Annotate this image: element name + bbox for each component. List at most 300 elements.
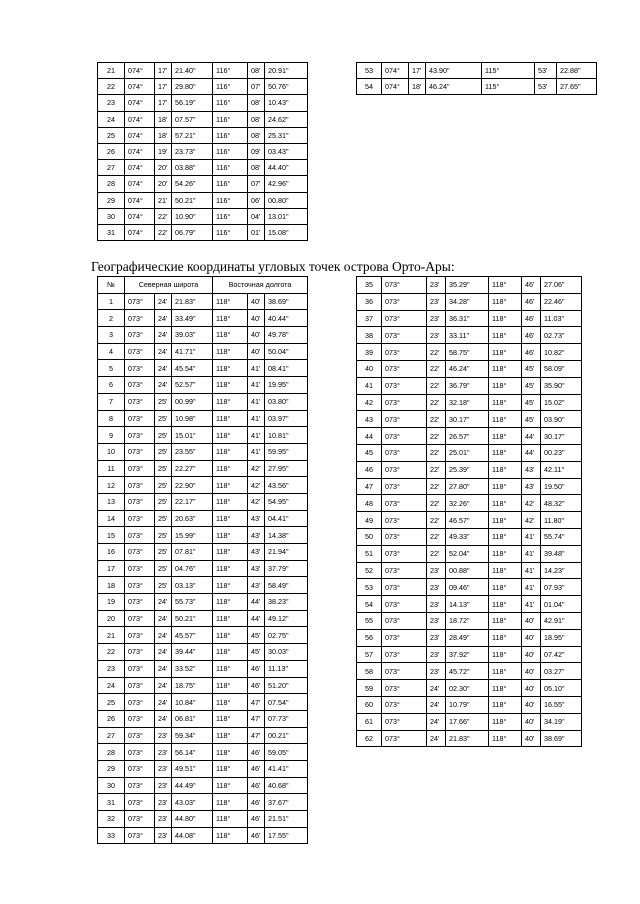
- point-number: 53: [357, 579, 382, 596]
- lat-minutes: 17': [409, 63, 426, 79]
- lon-degrees: 118°: [489, 579, 522, 596]
- lon-degrees: 116°: [213, 160, 248, 176]
- lon-seconds: 59.95": [265, 443, 308, 460]
- table-row: [98, 594, 308, 611]
- lon-minutes: 08': [248, 63, 265, 79]
- lat-minutes: 17': [155, 95, 172, 111]
- point-number: 13: [98, 493, 125, 510]
- lat-seconds: 32.26": [446, 495, 489, 512]
- lat-degrees: 073°: [125, 443, 155, 460]
- lat-minutes: 25': [155, 493, 172, 510]
- lat-seconds: 07.81": [172, 544, 213, 561]
- lat-seconds: 22.27": [172, 460, 213, 477]
- lon-degrees: 116°: [213, 79, 248, 95]
- lat-degrees: 073°: [382, 360, 427, 377]
- lat-degrees: 074°: [125, 143, 155, 159]
- coords-table-top-left: [97, 62, 308, 241]
- lon-degrees: 118°: [213, 760, 248, 777]
- table-row: [357, 512, 582, 529]
- table-row: [98, 527, 308, 544]
- lat-seconds: 03.13": [172, 577, 213, 594]
- lon-degrees: 118°: [213, 694, 248, 711]
- lon-seconds: 38.69": [265, 293, 308, 310]
- table-row: [98, 208, 308, 224]
- lat-degrees: 073°: [125, 327, 155, 344]
- lon-minutes: 45': [522, 377, 541, 394]
- table-row: [98, 127, 308, 143]
- table-row: [98, 777, 308, 794]
- lat-minutes: 23': [427, 596, 446, 613]
- lat-minutes: 22': [427, 394, 446, 411]
- lon-seconds: 10.43": [265, 95, 308, 111]
- lon-seconds: 00.80": [265, 192, 308, 208]
- lat-minutes: 25': [155, 477, 172, 494]
- lon-minutes: 40': [522, 713, 541, 730]
- lat-seconds: 22.17": [172, 493, 213, 510]
- lat-minutes: 23': [155, 811, 172, 828]
- lon-seconds: 55.74": [541, 528, 582, 545]
- table-row: [98, 610, 308, 627]
- lat-minutes: 24': [155, 327, 172, 344]
- lat-seconds: 25.01": [446, 444, 489, 461]
- point-number: 53: [357, 63, 382, 79]
- table-row: [98, 510, 308, 527]
- lat-minutes: 19': [155, 143, 172, 159]
- point-number: 3: [98, 327, 125, 344]
- lon-degrees: 118°: [213, 443, 248, 460]
- table-row: [98, 794, 308, 811]
- header-latitude: Северная широта: [125, 277, 213, 294]
- table-row: [98, 143, 308, 159]
- point-number: 58: [357, 663, 382, 680]
- lon-degrees: 118°: [213, 811, 248, 828]
- lat-degrees: 073°: [125, 560, 155, 577]
- point-number: 23: [98, 95, 125, 111]
- lon-minutes: 46': [248, 827, 265, 844]
- point-number: 9: [98, 427, 125, 444]
- lat-minutes: 23': [427, 646, 446, 663]
- table-row: [98, 360, 308, 377]
- lat-minutes: 25': [155, 443, 172, 460]
- lat-degrees: 073°: [125, 310, 155, 327]
- lon-minutes: 46': [522, 310, 541, 327]
- lat-degrees: 073°: [125, 777, 155, 794]
- lat-degrees: 073°: [125, 760, 155, 777]
- lon-degrees: 118°: [489, 495, 522, 512]
- lat-degrees: 073°: [125, 293, 155, 310]
- lon-minutes: 43': [248, 577, 265, 594]
- lat-seconds: 23.55": [172, 443, 213, 460]
- lon-seconds: 13.01": [265, 208, 308, 224]
- table-row: [98, 627, 308, 644]
- point-number: 31: [98, 794, 125, 811]
- point-number: 21: [98, 627, 125, 644]
- lon-degrees: 118°: [489, 629, 522, 646]
- lat-minutes: 25': [155, 510, 172, 527]
- table-row: [357, 629, 582, 646]
- lat-minutes: 25': [155, 544, 172, 561]
- point-number: 17: [98, 560, 125, 577]
- lon-degrees: 118°: [489, 478, 522, 495]
- lon-minutes: 46': [248, 660, 265, 677]
- lat-minutes: 24': [155, 293, 172, 310]
- lon-minutes: 41': [248, 377, 265, 394]
- lon-seconds: 15.02": [541, 394, 582, 411]
- lat-seconds: 43.03": [172, 794, 213, 811]
- lon-seconds: 20.91": [265, 63, 308, 79]
- table-row: [98, 79, 308, 95]
- table-row: [98, 493, 308, 510]
- lat-minutes: 22': [155, 224, 172, 240]
- lon-degrees: 118°: [213, 310, 248, 327]
- lat-degrees: 073°: [382, 394, 427, 411]
- lat-degrees: 074°: [125, 95, 155, 111]
- lat-minutes: 23': [155, 744, 172, 761]
- lon-degrees: 116°: [213, 143, 248, 159]
- point-number: 39: [357, 344, 382, 361]
- lat-seconds: 34.28": [446, 293, 489, 310]
- lat-seconds: 21.83": [446, 730, 489, 747]
- point-number: 40: [357, 360, 382, 377]
- table-row: [357, 63, 597, 79]
- table-row: [357, 444, 582, 461]
- table-row: [98, 427, 308, 444]
- lon-seconds: 18.95": [541, 629, 582, 646]
- lon-degrees: 118°: [489, 310, 522, 327]
- lat-seconds: 58.75": [446, 344, 489, 361]
- lat-minutes: 24': [155, 377, 172, 394]
- lon-seconds: 22.88": [557, 63, 597, 79]
- lon-seconds: 02.75": [265, 627, 308, 644]
- lat-degrees: 073°: [382, 428, 427, 445]
- lat-degrees: 074°: [125, 63, 155, 79]
- point-number: 28: [98, 176, 125, 192]
- lat-degrees: 073°: [125, 610, 155, 627]
- point-number: 46: [357, 461, 382, 478]
- lon-minutes: 41': [248, 427, 265, 444]
- lat-minutes: 23': [427, 562, 446, 579]
- lon-seconds: 22.46": [541, 293, 582, 310]
- point-number: 28: [98, 744, 125, 761]
- lon-minutes: 41': [522, 528, 541, 545]
- lat-minutes: 23': [155, 794, 172, 811]
- lon-seconds: 15.08": [265, 224, 308, 240]
- lon-minutes: 42': [522, 512, 541, 529]
- table-row: [98, 644, 308, 661]
- lat-degrees: 073°: [125, 410, 155, 427]
- lat-minutes: 17': [155, 79, 172, 95]
- table-row: [357, 310, 582, 327]
- lat-degrees: 073°: [382, 495, 427, 512]
- lat-seconds: 36.79": [446, 377, 489, 394]
- lat-degrees: 073°: [125, 577, 155, 594]
- lon-degrees: 118°: [489, 528, 522, 545]
- lon-minutes: 46': [248, 811, 265, 828]
- lon-degrees: 115°: [482, 79, 535, 95]
- point-number: 37: [357, 310, 382, 327]
- lon-minutes: 44': [248, 610, 265, 627]
- lat-seconds: 32.18": [446, 394, 489, 411]
- header-number: №: [98, 277, 125, 294]
- table-row: [357, 327, 582, 344]
- lon-degrees: 118°: [489, 596, 522, 613]
- table-row: [98, 460, 308, 477]
- table-row: [357, 562, 582, 579]
- point-number: 44: [357, 428, 382, 445]
- lat-seconds: 10.98": [172, 410, 213, 427]
- lon-degrees: 116°: [213, 111, 248, 127]
- lon-seconds: 04.41": [265, 510, 308, 527]
- lat-seconds: 39.03": [172, 327, 213, 344]
- lon-minutes: 46': [522, 344, 541, 361]
- lon-seconds: 19.95": [265, 377, 308, 394]
- lon-degrees: 116°: [213, 192, 248, 208]
- lat-seconds: 10.79": [446, 696, 489, 713]
- lat-degrees: 073°: [125, 427, 155, 444]
- table-row: [357, 394, 582, 411]
- lon-minutes: 07': [248, 176, 265, 192]
- lat-degrees: 073°: [125, 660, 155, 677]
- point-number: 48: [357, 495, 382, 512]
- lon-minutes: 43': [248, 527, 265, 544]
- lon-minutes: 53': [535, 79, 557, 95]
- table-row: [357, 663, 582, 680]
- lat-seconds: 10.90": [172, 208, 213, 224]
- lon-degrees: 118°: [213, 360, 248, 377]
- lat-degrees: 073°: [125, 510, 155, 527]
- lon-minutes: 53': [535, 63, 557, 79]
- table-row: [357, 293, 582, 310]
- point-number: 36: [357, 293, 382, 310]
- lat-seconds: 49.33": [446, 528, 489, 545]
- lat-seconds: 46.24": [446, 360, 489, 377]
- lon-degrees: 118°: [489, 562, 522, 579]
- lon-degrees: 118°: [489, 394, 522, 411]
- point-number: 60: [357, 696, 382, 713]
- lon-seconds: 42.91": [541, 612, 582, 629]
- lon-seconds: 24.62": [265, 111, 308, 127]
- point-number: 50: [357, 528, 382, 545]
- lat-minutes: 24': [155, 677, 172, 694]
- lon-degrees: 118°: [213, 410, 248, 427]
- lon-seconds: 03.27": [541, 663, 582, 680]
- point-number: 26: [98, 710, 125, 727]
- lon-seconds: 54.95": [265, 493, 308, 510]
- point-number: 56: [357, 629, 382, 646]
- point-number: 42: [357, 394, 382, 411]
- lat-degrees: 073°: [382, 629, 427, 646]
- lat-minutes: 24': [155, 710, 172, 727]
- lon-degrees: 118°: [489, 696, 522, 713]
- lat-minutes: 22': [427, 528, 446, 545]
- table-row: [98, 744, 308, 761]
- lon-degrees: 118°: [489, 730, 522, 747]
- lon-seconds: 50.04": [265, 343, 308, 360]
- lon-minutes: 08': [248, 111, 265, 127]
- lon-minutes: 42': [248, 477, 265, 494]
- table-row: [98, 727, 308, 744]
- lon-degrees: 118°: [489, 461, 522, 478]
- lat-degrees: 073°: [125, 594, 155, 611]
- lat-minutes: 20': [155, 160, 172, 176]
- lon-degrees: 118°: [213, 393, 248, 410]
- lon-degrees: 118°: [213, 510, 248, 527]
- coords-table-top-right: [356, 62, 597, 95]
- lon-minutes: 04': [248, 208, 265, 224]
- lat-seconds: 55.73": [172, 594, 213, 611]
- table-row: [98, 310, 308, 327]
- lat-minutes: 24': [155, 594, 172, 611]
- lat-seconds: 44.08": [172, 827, 213, 844]
- point-number: 45: [357, 444, 382, 461]
- lat-degrees: 074°: [125, 224, 155, 240]
- lon-degrees: 118°: [213, 727, 248, 744]
- lat-minutes: 25': [155, 560, 172, 577]
- lat-degrees: 073°: [382, 713, 427, 730]
- lon-degrees: 118°: [489, 277, 522, 294]
- lon-minutes: 43': [522, 461, 541, 478]
- lon-degrees: 118°: [489, 327, 522, 344]
- point-number: 15: [98, 527, 125, 544]
- point-number: 31: [98, 224, 125, 240]
- point-number: 5: [98, 360, 125, 377]
- lon-degrees: 118°: [489, 411, 522, 428]
- lon-seconds: 43.56": [265, 477, 308, 494]
- lon-seconds: 51.20": [265, 677, 308, 694]
- lat-minutes: 23': [427, 629, 446, 646]
- lat-seconds: 07.57": [172, 111, 213, 127]
- point-number: 24: [98, 111, 125, 127]
- lat-seconds: 29.80": [172, 79, 213, 95]
- lon-degrees: 118°: [213, 544, 248, 561]
- lat-seconds: 33.49": [172, 310, 213, 327]
- table-row: [98, 393, 308, 410]
- lon-minutes: 45': [522, 411, 541, 428]
- point-number: 47: [357, 478, 382, 495]
- lat-degrees: 073°: [125, 727, 155, 744]
- table-row: [98, 811, 308, 828]
- point-number: 55: [357, 612, 382, 629]
- lon-minutes: 07': [248, 79, 265, 95]
- lat-degrees: 074°: [125, 192, 155, 208]
- lat-degrees: 073°: [382, 327, 427, 344]
- point-number: 12: [98, 477, 125, 494]
- lon-degrees: 118°: [489, 713, 522, 730]
- table-row: [357, 713, 582, 730]
- table-row: [98, 343, 308, 360]
- lat-seconds: 44.80": [172, 811, 213, 828]
- table-row: [98, 224, 308, 240]
- lon-seconds: 58.09": [541, 360, 582, 377]
- lon-seconds: 10.81": [265, 427, 308, 444]
- lon-minutes: 41': [522, 579, 541, 596]
- lon-seconds: 38.23": [265, 594, 308, 611]
- lon-seconds: 07.73": [265, 710, 308, 727]
- lat-seconds: 00.99": [172, 393, 213, 410]
- point-number: 7: [98, 393, 125, 410]
- lat-minutes: 22': [427, 411, 446, 428]
- lon-minutes: 44': [248, 594, 265, 611]
- point-number: 21: [98, 63, 125, 79]
- lat-degrees: 073°: [382, 344, 427, 361]
- lat-seconds: 45.57": [172, 627, 213, 644]
- lat-minutes: 23': [427, 293, 446, 310]
- point-number: 30: [98, 777, 125, 794]
- lat-seconds: 28.49": [446, 629, 489, 646]
- lon-minutes: 42': [248, 493, 265, 510]
- lat-minutes: 23': [427, 663, 446, 680]
- lon-seconds: 48.32": [541, 495, 582, 512]
- lon-minutes: 08': [248, 160, 265, 176]
- table-row: [357, 579, 582, 596]
- lat-minutes: 24': [155, 660, 172, 677]
- lat-minutes: 25': [155, 527, 172, 544]
- lon-degrees: 118°: [213, 660, 248, 677]
- lon-seconds: 00.23": [541, 444, 582, 461]
- lon-seconds: 03.97": [265, 410, 308, 427]
- lat-minutes: 22': [427, 545, 446, 562]
- lon-minutes: 40': [522, 646, 541, 663]
- lon-degrees: 118°: [489, 377, 522, 394]
- lon-minutes: 44': [522, 428, 541, 445]
- lon-minutes: 40': [248, 343, 265, 360]
- lon-seconds: 16.55": [541, 696, 582, 713]
- table-row: [98, 827, 308, 844]
- point-number: 29: [98, 760, 125, 777]
- lon-degrees: 118°: [489, 512, 522, 529]
- lat-seconds: 27.80": [446, 478, 489, 495]
- lat-minutes: 17': [155, 63, 172, 79]
- lat-seconds: 57.21": [172, 127, 213, 143]
- lat-degrees: 073°: [382, 562, 427, 579]
- lat-degrees: 073°: [125, 360, 155, 377]
- lon-degrees: 118°: [213, 343, 248, 360]
- lat-minutes: 24': [155, 343, 172, 360]
- lon-minutes: 40': [522, 629, 541, 646]
- lon-minutes: 46': [248, 744, 265, 761]
- lon-seconds: 59.05": [265, 744, 308, 761]
- point-number: 49: [357, 512, 382, 529]
- lon-minutes: 46': [522, 277, 541, 294]
- table-row: [357, 646, 582, 663]
- lat-seconds: 41.71": [172, 343, 213, 360]
- lat-minutes: 22': [427, 360, 446, 377]
- lat-degrees: 073°: [382, 310, 427, 327]
- lon-degrees: 118°: [213, 777, 248, 794]
- lat-minutes: 24': [155, 610, 172, 627]
- point-number: 51: [357, 545, 382, 562]
- table-row: [357, 377, 582, 394]
- point-number: 57: [357, 646, 382, 663]
- lat-degrees: 073°: [382, 596, 427, 613]
- lat-minutes: 18': [409, 79, 426, 95]
- table-row: [98, 694, 308, 711]
- lat-seconds: 02.30": [446, 680, 489, 697]
- lon-degrees: 118°: [489, 663, 522, 680]
- lon-degrees: 115°: [482, 63, 535, 79]
- lat-minutes: 25': [155, 427, 172, 444]
- lon-seconds: 27.06": [541, 277, 582, 294]
- lat-seconds: 56.19": [172, 95, 213, 111]
- lon-minutes: 46': [248, 760, 265, 777]
- lon-minutes: 45': [248, 644, 265, 661]
- table-header-row: [98, 277, 308, 294]
- point-number: 43: [357, 411, 382, 428]
- lat-minutes: 22': [427, 428, 446, 445]
- lat-minutes: 24': [155, 360, 172, 377]
- lon-degrees: 116°: [213, 224, 248, 240]
- lon-seconds: 14.38": [265, 527, 308, 544]
